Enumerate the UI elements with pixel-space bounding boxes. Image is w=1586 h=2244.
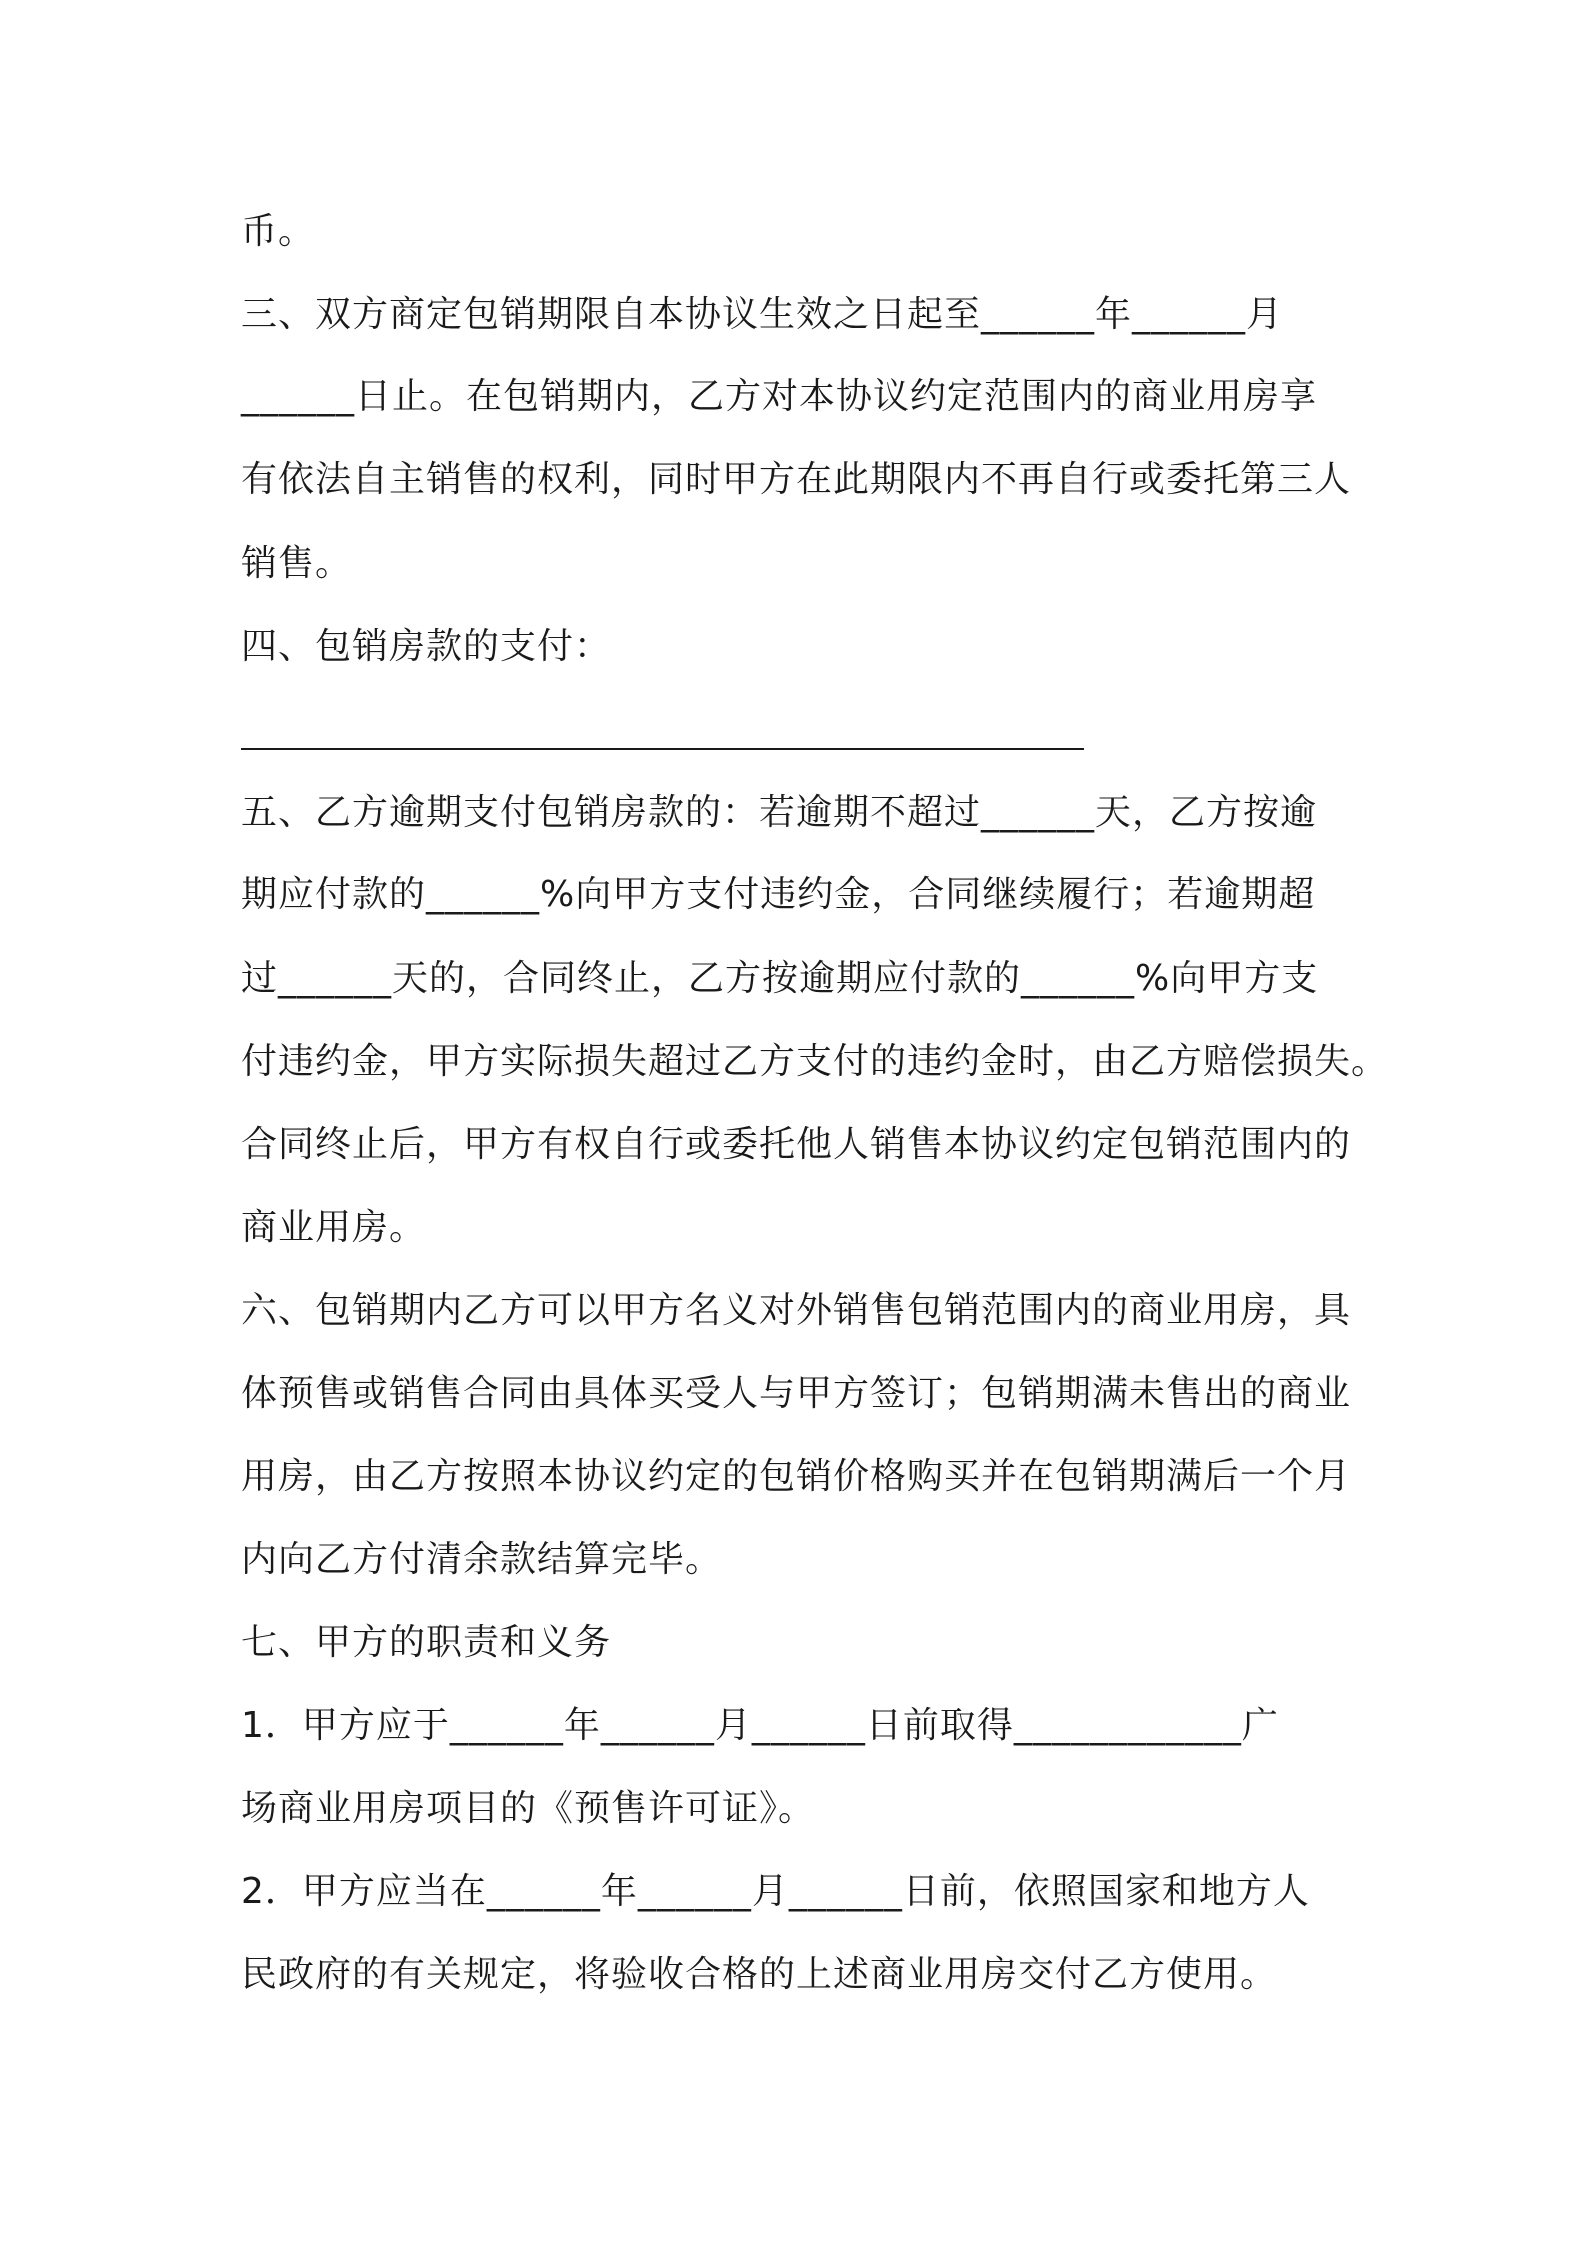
text-line: 合同终止后，甲方有权自行或委托他人销售本协议约定包销范围内的 <box>241 1124 1352 1165</box>
text-line: 过______天的，合同终止，乙方按逾期应付款的______%向甲方支 <box>241 958 1319 999</box>
clause-7-1: 1．甲方应于______年______月______日前取得____________广 <box>241 1705 1279 1746</box>
text-line: 期应付款的______%向甲方支付违约金，合同继续履行；若逾期超 <box>241 874 1316 915</box>
text-line: 币。 <box>241 211 316 252</box>
section-3-heading: 三、双方商定包销期限自本协议生效之日起至______年______月 <box>241 294 1284 335</box>
blank-fill-line <box>241 748 1084 750</box>
text-line: ______日止。在包销期内，乙方对本协议约定范围内的商业用房享 <box>241 376 1318 417</box>
text-line: 商业用房。 <box>241 1207 427 1248</box>
section-6-heading: 六、包销期内乙方可以甲方名义对外销售包销范围内的商业用房，具 <box>241 1290 1352 1331</box>
text-line: 用房，由乙方按照本协议约定的包销价格购买并在包销期满后一个月 <box>241 1456 1352 1497</box>
text-line: 付违约金，甲方实际损失超过乙方支付的违约金时，由乙方赔偿损失。 <box>241 1041 1389 1082</box>
text-line: 民政府的有关规定，将验收合格的上述商业用房交付乙方使用。 <box>241 1954 1278 1995</box>
text-line: 体预售或销售合同由具体买受人与甲方签订；包销期满未售出的商业 <box>241 1373 1352 1414</box>
text-line: 内向乙方付清余款结算完毕。 <box>241 1539 723 1580</box>
section-5-heading: 五、乙方逾期支付包销房款的：若逾期不超过______天，乙方按逾 <box>241 792 1318 833</box>
clause-7-2: 2．甲方应当在______年______月______日前，依照国家和地方人 <box>241 1871 1310 1912</box>
text-line: 有依法自主销售的权利，同时甲方在此期限内不再自行或委托第三人 <box>241 459 1352 500</box>
section-4-heading: 四、包销房款的支付： <box>241 626 612 667</box>
text-line: 销售。 <box>241 543 353 584</box>
section-7-heading: 七、甲方的职责和义务 <box>241 1622 612 1663</box>
text-line: 场商业用房项目的《预售许可证》。 <box>241 1788 816 1829</box>
